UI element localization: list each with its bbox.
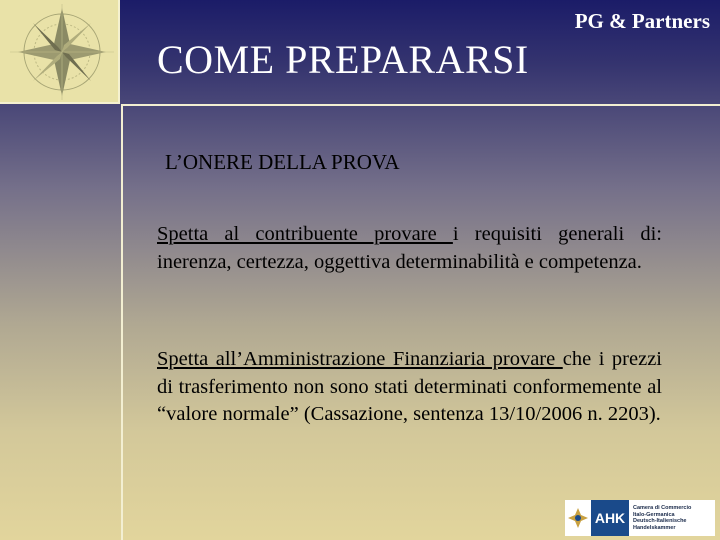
logo-box — [0, 0, 120, 104]
brand-name: PG & Partners — [574, 9, 710, 33]
compass-rose-icon — [0, 0, 118, 102]
paragraph-1-underlined: Spetta al contribuente provare — [157, 223, 453, 245]
paragraph-2-text: che i prezzi di trasferimento non sono stati determinati conformemente al “valore normale” (Cassazione, sentenza 13/10/2006 n. 2203). — [157, 348, 662, 425]
slide-title: COME PREPARARSI — [157, 37, 529, 82]
vertical-divider — [121, 104, 123, 540]
ahk-line: Camera di Commercio — [633, 505, 692, 511]
horizontal-divider — [121, 104, 720, 106]
paragraph-administration-burden — [157, 346, 662, 429]
paragraph-taxpayer-burden — [157, 221, 662, 276]
ahk-line: Handelskammer — [633, 524, 676, 531]
section-heading: L’ONERE DELLA PROVA — [165, 150, 400, 174]
paragraph-1-text: i requisiti generali di: inerenza, certezza, oggettiva determinabilità e competenza. — [157, 223, 662, 273]
ahk-name: AHK — [591, 500, 629, 536]
paragraph-2-underlined: Spetta all’Amministrazione Finanziaria provare — [157, 348, 563, 370]
ahk-line: Deutsch-Italienische — [633, 518, 687, 524]
ahk-text-lines — [629, 505, 715, 531]
ahk-logo — [565, 500, 715, 536]
ahk-line: Italo-Germanica — [633, 511, 675, 518]
ahk-emblem-icon — [565, 500, 591, 536]
